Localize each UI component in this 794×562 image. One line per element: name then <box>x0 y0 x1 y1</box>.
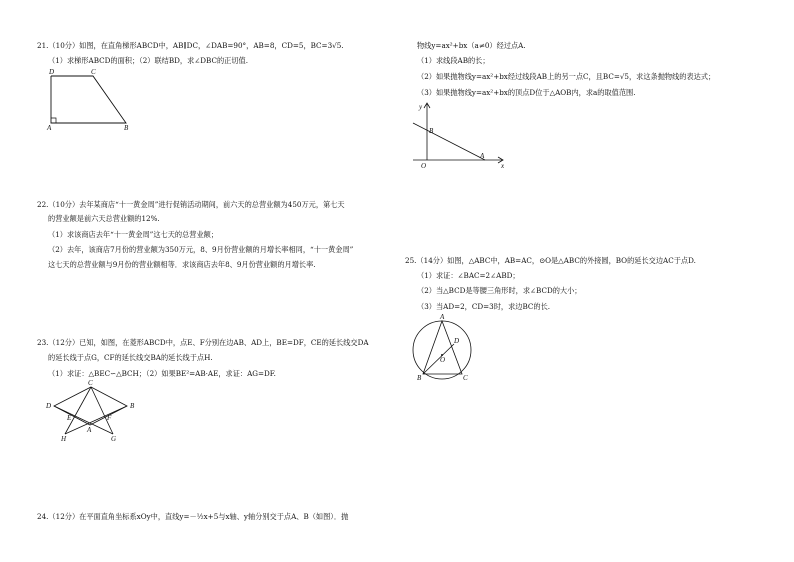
q25-label-b: B <box>417 374 422 382</box>
q25-label-a: A <box>440 313 445 321</box>
q24-label-b: B <box>429 127 434 135</box>
q23-rhombus-figure <box>42 378 142 444</box>
q25-line-3: （2）当△BCD是等腰三角形时，求∠BCD的大小； <box>417 286 582 295</box>
q21-label-d: D <box>49 68 55 76</box>
q21-label-a: A <box>47 124 52 132</box>
q24-cont-line-2: （1）求线段AB的长； <box>417 56 490 65</box>
q23-line-1: 23.（12分）已知，如图，在菱形ABCD中，点E、F分别在边AB、AD上，BE=DF，CE的延长线交DA <box>37 338 369 347</box>
q23-label-h: H <box>61 435 67 443</box>
q25-label-d: D <box>454 337 460 345</box>
q25-line-2: （1）求证：∠BAC=2∠ABD； <box>417 271 520 280</box>
q22-line-2: 的营业额是前六天总营业额的12%. <box>48 214 160 223</box>
q24-label-y: y <box>419 103 423 111</box>
q22-line-4: （2）去年，该商店7月份的营业额为350万元，8、9月份营业额的月增长率相同，“十一黄金周” <box>48 245 354 254</box>
q23-label-f: F <box>107 414 112 422</box>
q21-label-c: C <box>91 68 96 76</box>
q24-cont-line-4: （3）如果抛物线y=ax²+bx的顶点D位于△AOB内，求a的取值范围. <box>417 88 636 97</box>
q23-label-b: B <box>130 402 135 410</box>
q25-line-4: （3）当AD=2，CD=3时，求边BC的长. <box>417 302 551 311</box>
q25-label-o: O <box>440 356 446 364</box>
q24-label-o: O <box>421 162 427 170</box>
q23-line-2: 的延长线于点G，CF的延长线交BA的延长线于点H. <box>48 353 213 362</box>
q25-circle-figure <box>408 312 488 388</box>
q23-label-a: A <box>87 426 92 434</box>
q24-label-x: x <box>501 162 505 170</box>
q25-label-c: C <box>463 374 468 382</box>
q22-line-3: （1）求该商店去年“十一黄金周”这七天的总营业额； <box>48 230 219 239</box>
q21-trapezoid-figure <box>40 66 140 132</box>
q24-coordinate-figure <box>405 100 515 172</box>
q24-cont-line-3: （2）如果抛物线y=ax²+bx经过线段AB上的另一点C，且BC=√5，求这条抛物线的表达式； <box>417 72 716 81</box>
q23-label-g: G <box>111 435 117 443</box>
q24-line-1: 24.（12分）在平面直角坐标系xOy中，直线y=－½x+5与x轴、y轴分别交于点A、B（如图）．抛 <box>37 512 349 521</box>
q22-line-5: 这七天的总营业额与9月份的营业额相等．求该商店去年8、9月份营业额的月增长率. <box>48 260 316 269</box>
q21-label-b: B <box>124 124 129 132</box>
q23-line-3: （1）求证：△BEC∽△BCH；（2）如果BE²=AB·AE，求证：AG=DF. <box>48 369 276 378</box>
q23-label-d: D <box>46 402 52 410</box>
q23-label-e: E <box>67 414 72 422</box>
q21-line-1: 21.（10分）如图，在直角梯形ABCD中，AB∥DC，∠DAB=90°，AB=8，CD=5，BC=3√5. <box>37 41 344 50</box>
q21-line-2: （1）求梯形ABCD的面积；（2）联结BD，求∠DBC的正切值. <box>48 56 249 65</box>
q22-line-1: 22.（10分）去年某商店“十一黄金周”进行促销活动期间，前六天的总营业额为450万元，第七天 <box>37 200 345 209</box>
q24-cont-line-1: 物线y=ax²+bx（a≠0）经过点A. <box>417 41 526 50</box>
q24-label-a: A <box>480 152 485 160</box>
q25-line-1: 25.（14分）如图，△ABC中，AB=AC，⊙O是△ABC的外接圆，BO的延长交边AC于点D. <box>405 256 696 265</box>
q23-label-c: C <box>88 379 93 387</box>
